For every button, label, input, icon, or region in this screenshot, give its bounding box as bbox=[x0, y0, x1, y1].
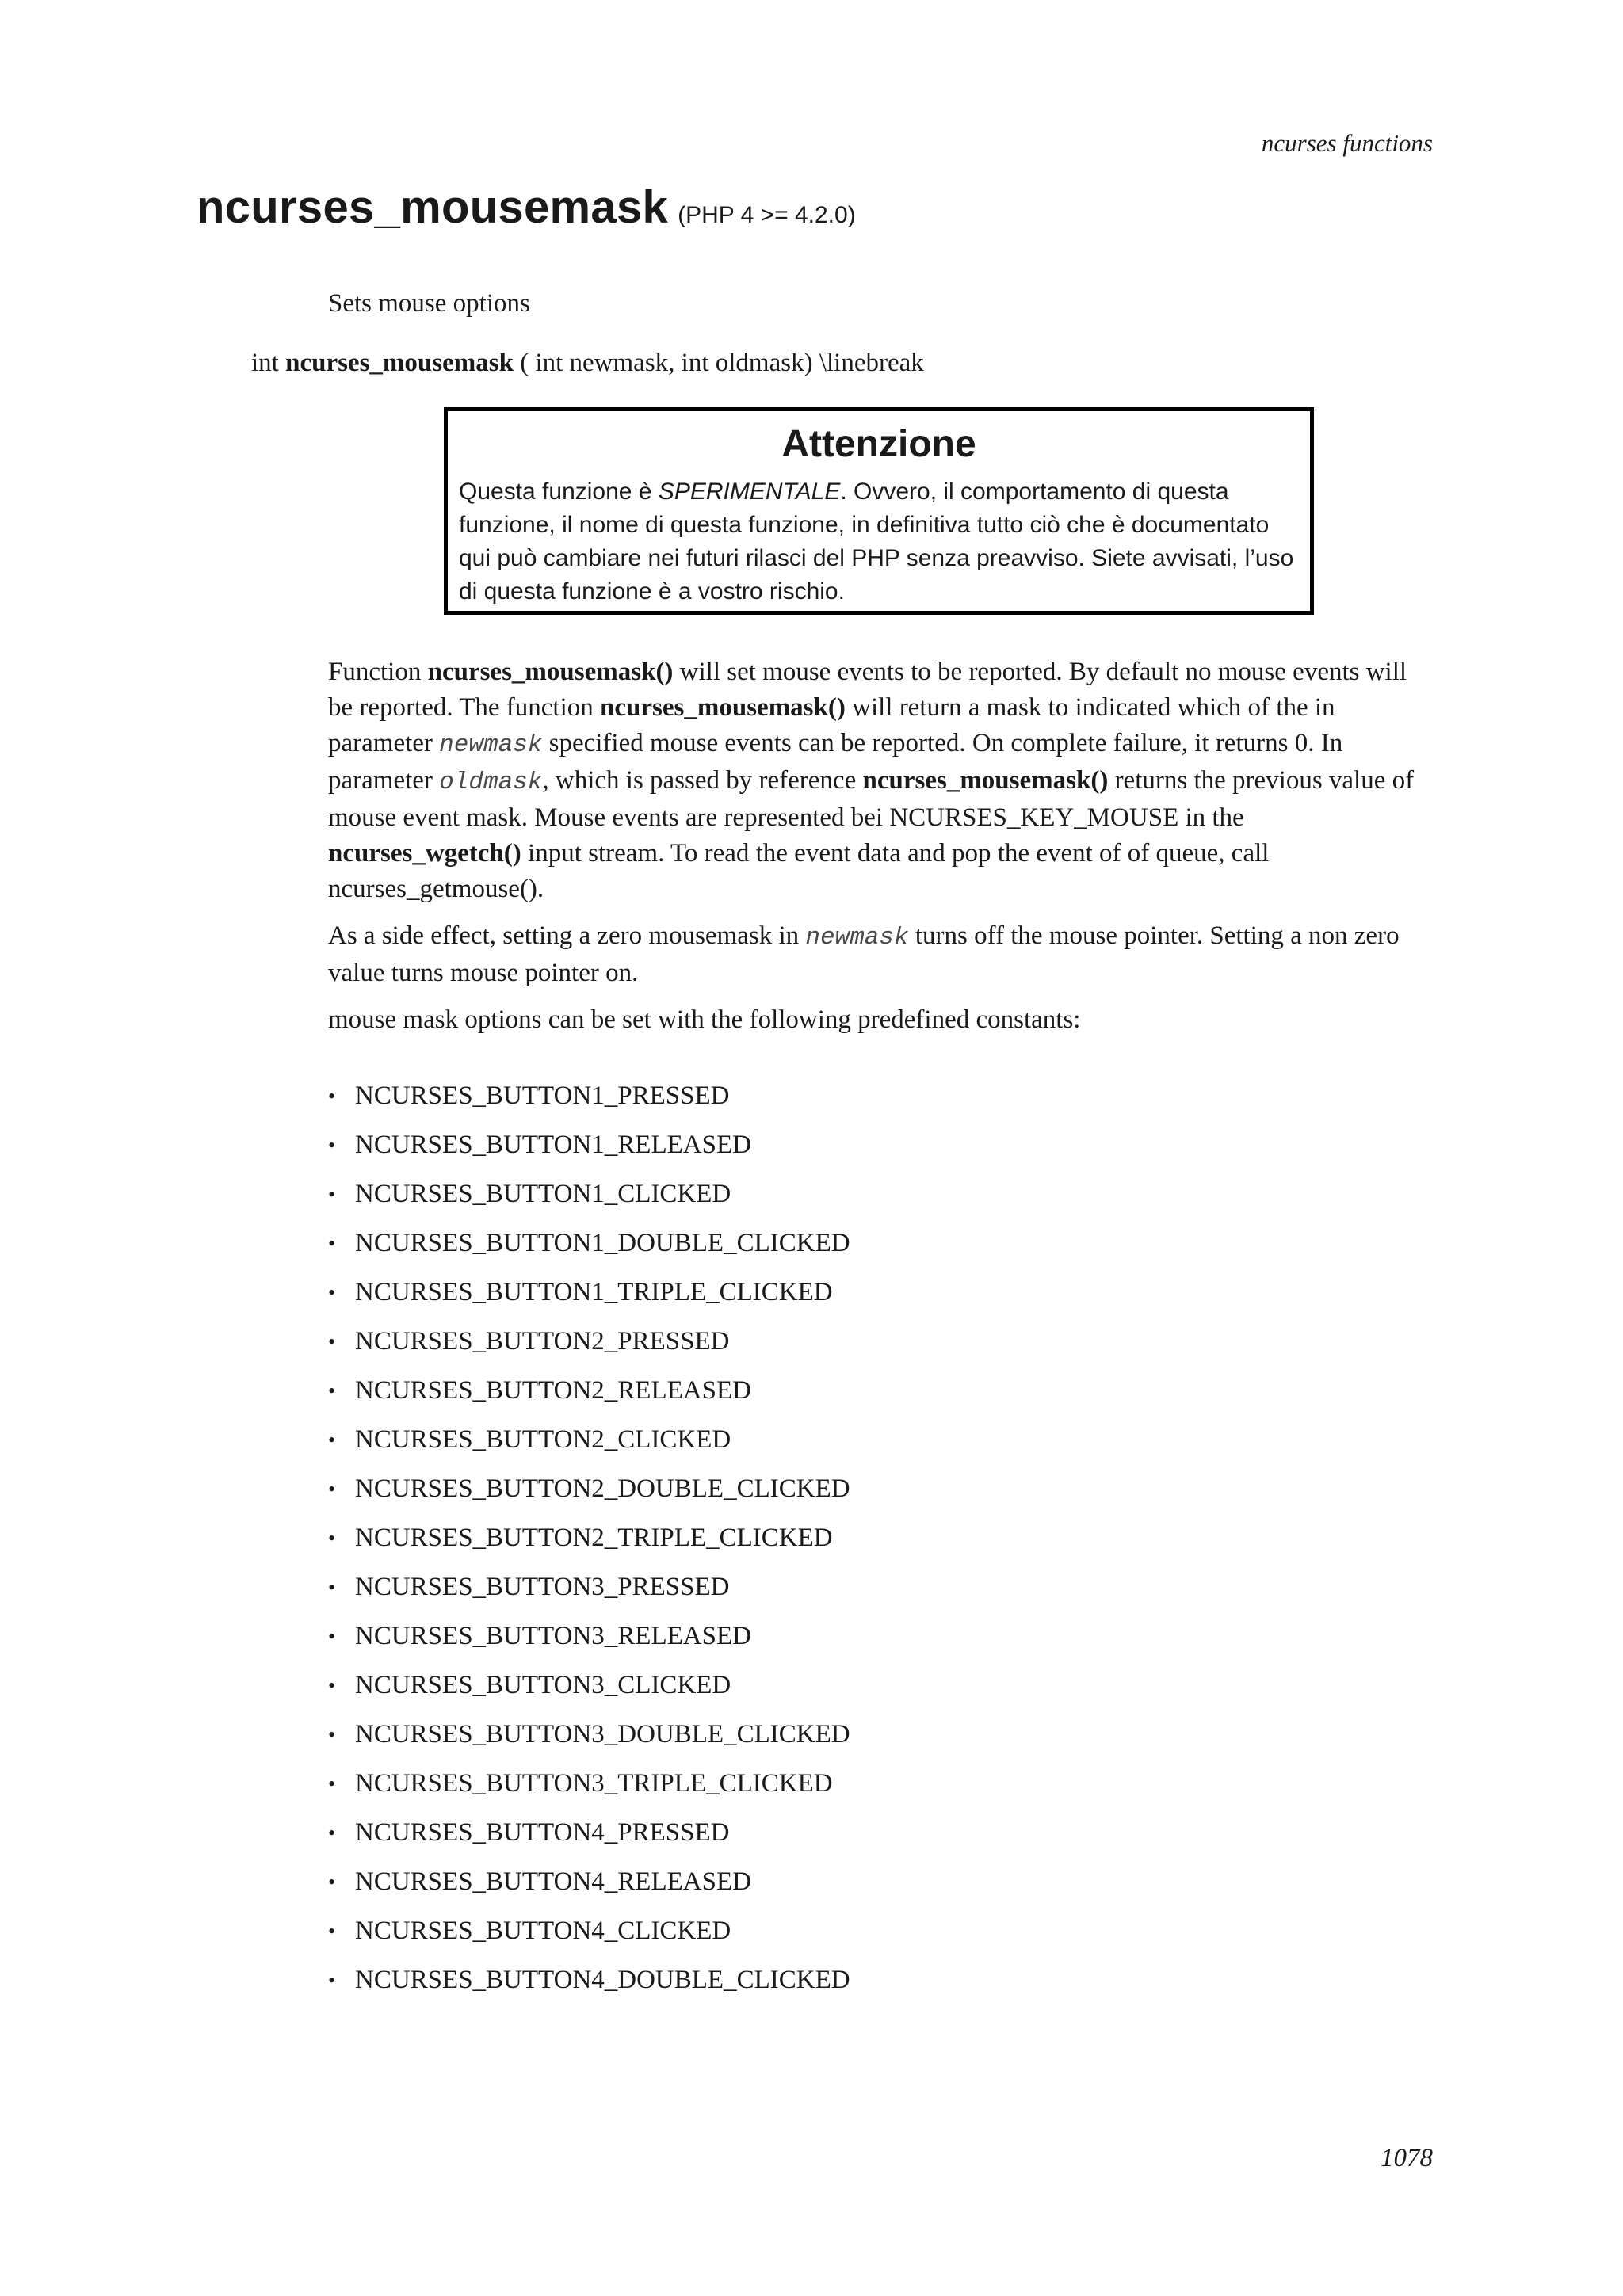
list-item bbox=[328, 1619, 850, 1668]
bullet-icon: • bbox=[328, 1969, 336, 1992]
text-span: will set mouse events to be reported. By default no mouse events will be reported. The function bbox=[328, 658, 1407, 722]
bullet-icon: • bbox=[328, 1134, 336, 1157]
function-ref: ncurses_wgetch() bbox=[328, 839, 521, 868]
constant-name: NCURSES_BUTTON2_DOUBLE_CLICKED bbox=[355, 1474, 850, 1503]
constant-name: NCURSES_BUTTON3_CLICKED bbox=[355, 1671, 731, 1699]
synopsis-args: ( int newmask, int oldmask) \linebreak bbox=[520, 349, 924, 377]
list-item bbox=[328, 1275, 850, 1324]
description bbox=[328, 654, 1438, 1049]
list-item bbox=[328, 1962, 850, 2012]
constant-name: NCURSES_BUTTON3_DOUBLE_CLICKED bbox=[355, 1720, 850, 1749]
list-item bbox=[328, 1177, 850, 1226]
constant-name: NCURSES_BUTTON1_CLICKED bbox=[355, 1180, 731, 1208]
list-item bbox=[328, 1422, 850, 1471]
parameter-ref: newmask bbox=[805, 924, 909, 952]
page-title: ncurses_mousemask bbox=[197, 181, 669, 233]
constant-name: NCURSES_BUTTON1_DOUBLE_CLICKED bbox=[355, 1229, 850, 1257]
text-span: input stream. To read the event data and pop the event of of queue, call ncurses_getmouse(). bbox=[328, 839, 1270, 903]
list-item bbox=[328, 1913, 850, 1962]
title-line bbox=[197, 181, 856, 234]
parameter-ref: newmask bbox=[439, 731, 543, 759]
bullet-icon: • bbox=[328, 1428, 336, 1451]
parameter-ref: oldmask bbox=[439, 769, 543, 796]
function-synopsis bbox=[251, 349, 924, 378]
description-paragraph-2 bbox=[328, 918, 1438, 991]
bullet-icon: • bbox=[328, 1232, 336, 1255]
bullet-icon: • bbox=[328, 1085, 336, 1108]
warning-text-before: Questa funzione è bbox=[459, 479, 659, 505]
bullet-icon: • bbox=[328, 1183, 336, 1206]
constant-name: NCURSES_BUTTON1_RELEASED bbox=[355, 1131, 751, 1159]
bullet-icon: • bbox=[328, 1478, 336, 1501]
constant-name: NCURSES_BUTTON4_CLICKED bbox=[355, 1917, 731, 1945]
constant-name: NCURSES_BUTTON4_PRESSED bbox=[355, 1818, 730, 1847]
description-paragraph-3: mouse mask options can be set with the following predefined constants: bbox=[328, 1005, 1081, 1034]
constant-name: NCURSES_BUTTON2_TRIPLE_CLICKED bbox=[355, 1524, 833, 1552]
page-number: 1078 bbox=[1381, 2144, 1433, 2172]
function-ref: ncurses_mousemask() bbox=[600, 693, 846, 722]
warning-text-after: . Ovvero, il comportamento di questa funzione, il nome di questa funzione, in definitiva tutto ciò che è documentato qui può cambiare nei futuri rilasci del PHP senza preavviso. Siete avvisati, l’uso di questa funzione è a vostro rischio. bbox=[459, 479, 1294, 605]
list-item bbox=[328, 1078, 850, 1127]
list-item bbox=[328, 1226, 850, 1275]
synopsis-function-name: ncurses_mousemask bbox=[285, 349, 514, 377]
warning-title: Attenzione bbox=[781, 423, 976, 465]
bullet-icon: • bbox=[328, 1330, 336, 1353]
list-item bbox=[328, 1717, 850, 1766]
constant-name: NCURSES_BUTTON3_RELEASED bbox=[355, 1622, 751, 1650]
bullet-icon: • bbox=[328, 1379, 336, 1402]
version-info: (PHP 4 >= 4.2.0) bbox=[678, 202, 856, 228]
bullet-icon: • bbox=[328, 1527, 336, 1550]
text-span: As a side effect, setting a zero mousemask in bbox=[328, 921, 806, 950]
list-item bbox=[328, 1766, 850, 1815]
constant-name: NCURSES_BUTTON2_PRESSED bbox=[355, 1327, 730, 1356]
function-purpose: Sets mouse options bbox=[328, 289, 530, 318]
bullet-icon: • bbox=[328, 1772, 336, 1795]
text-span: Function bbox=[328, 658, 428, 686]
list-item bbox=[328, 1864, 850, 1913]
constant-name: NCURSES_BUTTON2_CLICKED bbox=[355, 1425, 731, 1454]
bullet-icon: • bbox=[328, 1723, 336, 1746]
constants-list bbox=[328, 1078, 850, 2012]
list-item bbox=[328, 1668, 850, 1717]
text-span: specified mouse events can be reported. On complete failure, it returns 0. In parameter bbox=[328, 729, 1343, 795]
running-header: ncurses functions bbox=[1261, 129, 1433, 157]
constant-name: NCURSES_BUTTON1_PRESSED bbox=[355, 1081, 730, 1110]
list-item bbox=[328, 1569, 850, 1619]
text-span: turns off the mouse pointer. Setting a non zero value turns mouse pointer on. bbox=[328, 921, 1400, 987]
text-span: will return a mask to indicated which of the in parameter bbox=[328, 693, 1335, 757]
warning-text bbox=[459, 475, 1299, 608]
bullet-icon: • bbox=[328, 1674, 336, 1697]
list-item bbox=[328, 1127, 850, 1177]
list-item bbox=[328, 1471, 850, 1520]
bullet-icon: • bbox=[328, 1281, 336, 1304]
constant-name: NCURSES_BUTTON3_TRIPLE_CLICKED bbox=[355, 1769, 833, 1798]
constant-name: NCURSES_BUTTON4_DOUBLE_CLICKED bbox=[355, 1966, 850, 1994]
warning-box bbox=[444, 407, 1314, 615]
list-item bbox=[328, 1520, 850, 1569]
text-span: , which is passed by reference bbox=[542, 766, 863, 795]
constant-name: NCURSES_BUTTON1_TRIPLE_CLICKED bbox=[355, 1278, 833, 1306]
function-ref: ncurses_mousemask() bbox=[862, 766, 1109, 795]
return-type: int bbox=[251, 349, 279, 377]
list-item bbox=[328, 1373, 850, 1422]
constant-name: NCURSES_BUTTON4_RELEASED bbox=[355, 1867, 751, 1896]
list-item bbox=[328, 1815, 850, 1864]
function-ref: ncurses_mousemask() bbox=[427, 658, 674, 686]
list-item bbox=[328, 1324, 850, 1373]
constant-name: NCURSES_BUTTON2_RELEASED bbox=[355, 1376, 751, 1405]
warning-emphasis: SPERIMENTALE bbox=[658, 479, 841, 505]
text-span: returns the previous value of mouse event mask. Mouse events are represented bei NCURSES_KEY_MOUSE in the bbox=[328, 766, 1415, 832]
bullet-icon: • bbox=[328, 1821, 336, 1844]
bullet-icon: • bbox=[328, 1920, 336, 1943]
constant-name: NCURSES_BUTTON3_PRESSED bbox=[355, 1573, 730, 1601]
description-paragraph-1 bbox=[328, 654, 1438, 907]
bullet-icon: • bbox=[328, 1576, 336, 1599]
bullet-icon: • bbox=[328, 1871, 336, 1894]
bullet-icon: • bbox=[328, 1625, 336, 1648]
